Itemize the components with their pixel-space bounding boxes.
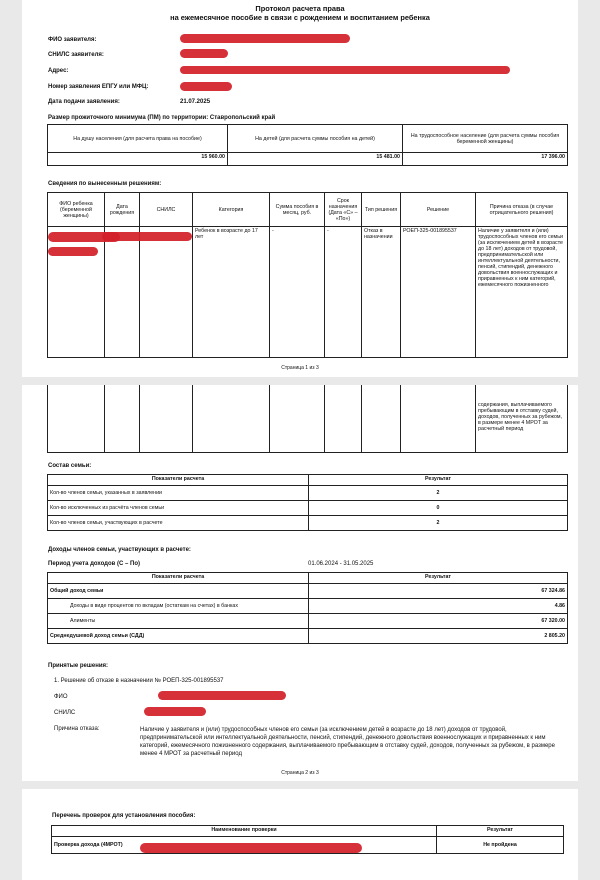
page-1 xyxy=(22,0,578,377)
family-title: Состав семьи: xyxy=(48,463,92,469)
income-row-value: 67 320.00 xyxy=(309,614,568,629)
document-title: Протокол расчета права xyxy=(255,4,345,13)
income-row-value: 67 324.86 xyxy=(309,584,568,599)
income-period-value: 01.06.2024 - 31.05.2025 xyxy=(308,561,374,567)
subsistence-col-3: На трудоспособное население (для расчета суммы пособия беременной женщины) xyxy=(403,125,568,153)
subsistence-table xyxy=(47,124,568,166)
family-col-result: Результат xyxy=(309,475,568,486)
checks-col-result: Результат xyxy=(437,826,564,837)
refusal-reason-text: Наличие у заявителя и (или) трудоспособных членов его семьи (за исключением детей в возрасте до 18 лет) доходов от трудовой, предпринимательской или интеллектуальной деятельности, пенсий, стипендий, денежного довольствия военнослужащих и приравненных к ним категорий, ежемесячного пожизненного содержания, выплачиваемого пребывающим в отставку судей, доходов, полученных за рубежом, в размере менее 4 МРОТ за расчетный период xyxy=(140,727,555,757)
page-number: Страница 2 из 3 xyxy=(281,770,319,776)
family-row-label: Кол-во исключенных из расчёта членов семьи xyxy=(48,501,309,516)
redaction xyxy=(180,66,510,74)
document-subtitle: на ежемесячное пособие в связи с рождением и воспитанием ребенка xyxy=(170,13,430,22)
decision-number-cell: РОЕП-325-001895537 xyxy=(401,227,476,358)
subsistence-col-2: На детей (для расчета суммы пособия на детей) xyxy=(228,125,403,153)
family-row-value: 2 xyxy=(309,486,568,501)
redaction xyxy=(180,34,350,43)
family-row-label: Кол-во членов семьи, участвующих в расчете xyxy=(48,516,309,531)
family-row-value: 2 xyxy=(309,516,568,531)
snils-label: СНИЛС заявителя: xyxy=(48,52,104,58)
decisions-header: ФИО ребенка (беременной женщины) xyxy=(48,193,105,227)
subsistence-val-2: 15 481.00 xyxy=(228,153,403,166)
subsistence-col-1: На душу населения (для расчета права на пособие) xyxy=(48,125,228,153)
income-col-indicator: Показатели расчета xyxy=(48,573,309,584)
refusal-reason-label: Причина отказа: xyxy=(54,726,100,732)
application-number-label: Номер заявления ЕПГУ или МФЦ: xyxy=(48,84,149,90)
check-name: Проверка дохода (4МРОТ) xyxy=(52,837,437,854)
income-row-value: 2 805.20 xyxy=(309,629,568,644)
decisions-title: Сведения по вынесенным решениям: xyxy=(48,181,162,187)
decisions-table xyxy=(47,192,568,358)
subsistence-val-3: 17 396.00 xyxy=(403,153,568,166)
redaction xyxy=(48,247,98,256)
income-table xyxy=(47,572,568,644)
redaction xyxy=(180,49,228,58)
refusal-reason-cell: Наличие у заявителя и (или) трудоспособных членов его семьи (за исключением детей в возрасте до 18 лет) доходов от трудовой, предпринимательской или интеллектуальной деятельности, пенсий, стипендий, денежного довольствия военнослужащих и приравненных к ним категорий, ежемесячного пожизненного xyxy=(476,227,568,358)
child-snils-cell xyxy=(140,227,193,358)
income-row-value: 4.86 xyxy=(309,599,568,614)
decisions-header: Категория xyxy=(193,193,270,227)
redaction xyxy=(158,691,286,700)
decision-type-cell: Отказ в назначении xyxy=(362,227,401,358)
accepted-snils-label: СНИЛС xyxy=(54,710,76,716)
check-result: Не пройдена xyxy=(437,837,564,854)
refusal-reason-cell-continued: содержания, выплачиваемого пребывающим в отставку судей, доходов, полученных за рубежом, в размере менее 4 МРОТ за расчетный период xyxy=(476,385,568,453)
amount-cell: - xyxy=(270,227,325,358)
category-cell: Ребенок в возрасте до 17 лет xyxy=(193,227,270,358)
income-row-label: Алименты xyxy=(48,614,309,629)
family-col-indicator: Показатели расчета xyxy=(48,475,309,486)
income-row-label: Доходы в виде процентов по вкладам (остаткам на счетах) в банках xyxy=(48,599,309,614)
income-row-label: Общий доход семьи xyxy=(48,584,309,599)
period-cell: - xyxy=(325,227,362,358)
subsistence-val-1: 15 960.00 xyxy=(48,153,228,166)
checks-title: Перечень проверок для установления пособия: xyxy=(52,813,196,819)
redaction xyxy=(144,707,206,716)
checks-col-name: Наименование проверки xyxy=(52,826,437,837)
accepted-decisions-title: Принятые решения: xyxy=(48,663,109,669)
address-label: Адрес: xyxy=(48,68,69,74)
decisions-header: Дата рождения xyxy=(105,193,140,227)
redaction xyxy=(140,843,362,853)
family-row-value: 0 xyxy=(309,501,568,516)
family-table xyxy=(47,474,568,531)
page-3 xyxy=(22,789,578,880)
accepted-decision-item: 1. Решение об отказе в назначении № РОЕП-325-001895537 xyxy=(54,678,224,684)
family-row-label: Кол-во членов семьи, указанных в заявлении xyxy=(48,486,309,501)
application-date-label: Дата подачи заявления: xyxy=(48,99,120,105)
income-title: Доходы членов семьи, участвующих в расчете: xyxy=(48,547,191,553)
application-date-value: 21.07.2025 xyxy=(180,99,211,105)
page-number: Страница 1 из 3 xyxy=(281,365,319,371)
income-period-label: Период учета доходов (С – По) xyxy=(48,561,140,567)
income-row-label: Среднедушевой доход семьи (СДД) xyxy=(48,629,309,644)
child-birthdate-cell xyxy=(105,227,140,358)
decisions-table-continued xyxy=(47,385,568,453)
subsistence-title: Размер прожиточного минимума (ПМ) по территории: Ставропольский край xyxy=(48,115,276,121)
income-col-result: Результат xyxy=(309,573,568,584)
decisions-header: Причина отказа (в случае отрицательного решения) xyxy=(476,193,568,227)
redaction xyxy=(180,82,232,91)
fio-label: ФИО заявителя: xyxy=(48,37,97,43)
accepted-fio-label: ФИО xyxy=(54,694,68,700)
decisions-header: Сумма пособия в месяц, руб. xyxy=(270,193,325,227)
decisions-header: Решение xyxy=(401,193,476,227)
decisions-header: Тип решения xyxy=(362,193,401,227)
page-2 xyxy=(22,385,578,781)
decisions-header: СНИЛС xyxy=(140,193,193,227)
decisions-header: Срок назначения (Дата «С» – «По») xyxy=(325,193,362,227)
redaction xyxy=(102,232,192,241)
